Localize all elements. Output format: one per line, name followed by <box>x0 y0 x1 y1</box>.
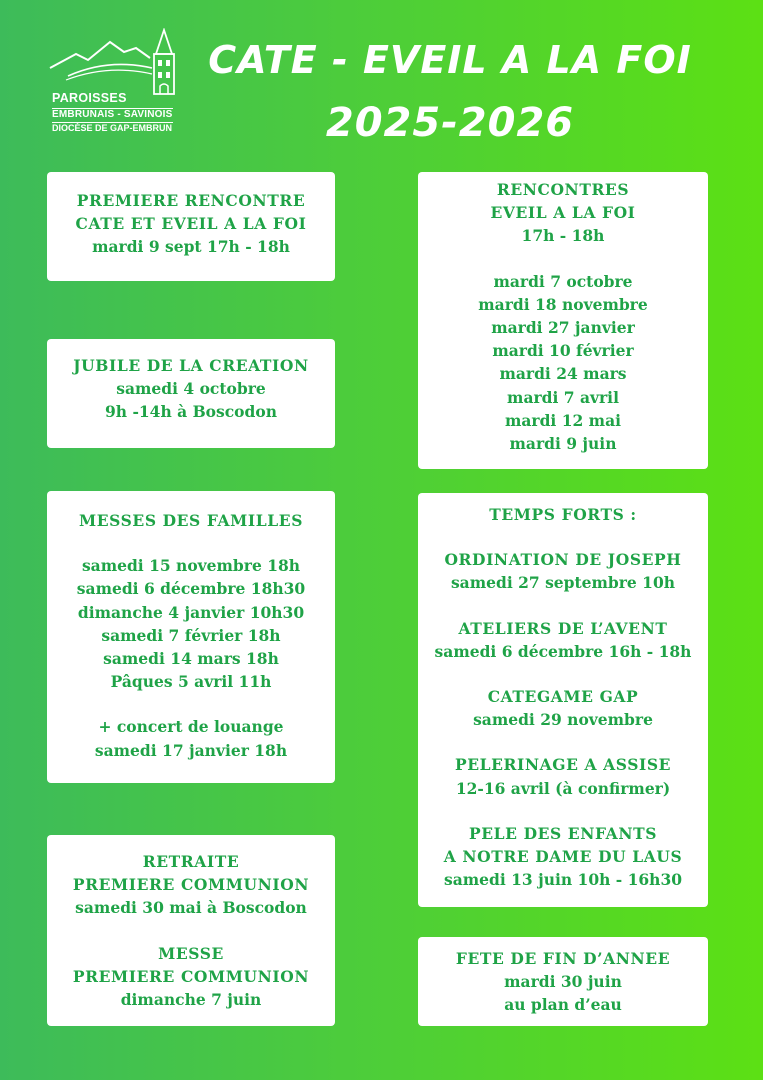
card-jubile <box>47 339 335 448</box>
card-heading: EVEIL A LA FOI <box>490 203 636 223</box>
list-item: samedi 17 janvier 18h <box>94 740 288 760</box>
list-item: samedi 7 février 18h <box>101 625 281 645</box>
event-date: samedi 27 septembre 10h <box>450 573 676 593</box>
card-heading: PREMIERE COMMUNION <box>72 966 310 986</box>
event-name: ATELIERS DE L’AVENT <box>458 618 668 638</box>
list-item: mardi 9 juin <box>509 434 617 454</box>
list-item: samedi 15 novembre 18h <box>81 556 301 576</box>
event-date: 12-16 avril (à confirmer) <box>455 778 671 798</box>
list-item: samedi 6 décembre 18h30 <box>76 579 306 599</box>
list-item: mardi 7 octobre <box>493 271 633 291</box>
card-temps-forts <box>418 493 708 907</box>
card-messes-familles <box>47 491 335 783</box>
event-date: samedi 29 novembre <box>473 710 653 730</box>
event-date: dimanche 7 juin <box>120 990 262 1010</box>
parish-logo <box>48 28 198 140</box>
card-heading: PREMIERE COMMUNION <box>72 875 310 895</box>
card-heading: MESSE <box>158 943 224 963</box>
event-name: ORDINATION DE JOSEPH <box>444 550 682 570</box>
list-item: mardi 7 avril <box>507 387 619 407</box>
card-heading: PREMIERE RENCONTRE <box>76 191 306 210</box>
event-date: samedi 13 juin 10h - 16h30 <box>443 870 683 890</box>
card-heading: RETRAITE <box>142 852 240 871</box>
card-heading: MESSES DES FAMILLES <box>78 511 303 530</box>
event-name: PELE DES ENFANTS <box>468 823 658 843</box>
event-hours: 17h - 18h <box>521 226 605 246</box>
logo-text <box>52 92 173 133</box>
event-name: CATEGAME GAP <box>487 687 639 707</box>
card-heading: RENCONTRES <box>496 180 630 199</box>
card-fete-fin-annee <box>418 937 708 1026</box>
event-name: PELERINAGE A ASSISE <box>454 755 672 775</box>
list-item: Pâques 5 avril 11h <box>110 672 272 692</box>
card-rencontres-eveil <box>418 172 708 469</box>
list-item: samedi 14 mars 18h <box>103 649 279 669</box>
list-item: mardi 12 mai <box>504 410 622 430</box>
logo-line-2: EMBRUNAIS - SAVINOIS <box>52 108 173 123</box>
event-date: mardi 9 sept 17h - 18h <box>92 237 290 257</box>
card-heading: TEMPS FORTS : <box>489 505 637 524</box>
church-mountain-icon <box>48 28 198 98</box>
card-heading: JUBILE DE LA CREATION <box>73 356 309 375</box>
logo-line-1: PAROISSES <box>52 91 127 105</box>
event-place: au plan d’eau <box>504 995 622 1015</box>
page-year: 2025-2026 <box>325 100 575 146</box>
event-date: samedi 30 mai à Boscodon <box>75 898 307 918</box>
card-heading: FETE DE FIN D’ANNEE <box>455 949 671 968</box>
list-item: mardi 24 mars <box>499 364 627 384</box>
list-item: mardi 27 janvier <box>491 318 635 338</box>
event-date: samedi 6 décembre 16h - 18h <box>434 641 692 661</box>
card-premiere-rencontre <box>47 172 335 281</box>
event-date: mardi 30 juin <box>504 972 622 992</box>
logo-line-3: DIOCÈSE DE GAP-EMBRUN <box>52 122 173 133</box>
list-item: + concert de louange <box>98 717 284 737</box>
event-place: 9h -14h à Boscodon <box>105 402 277 422</box>
page-title: CATE - EVEIL A LA FOI <box>208 38 692 82</box>
card-heading: CATE ET EVEIL A LA FOI <box>75 214 307 234</box>
event-name: A NOTRE DAME DU LAUS <box>443 847 683 867</box>
list-item: dimanche 4 janvier 10h30 <box>77 602 305 622</box>
card-premiere-communion <box>47 835 335 1026</box>
list-item: mardi 10 février <box>492 341 634 361</box>
event-date: samedi 4 octobre <box>116 379 266 399</box>
list-item: mardi 18 novembre <box>478 294 648 314</box>
